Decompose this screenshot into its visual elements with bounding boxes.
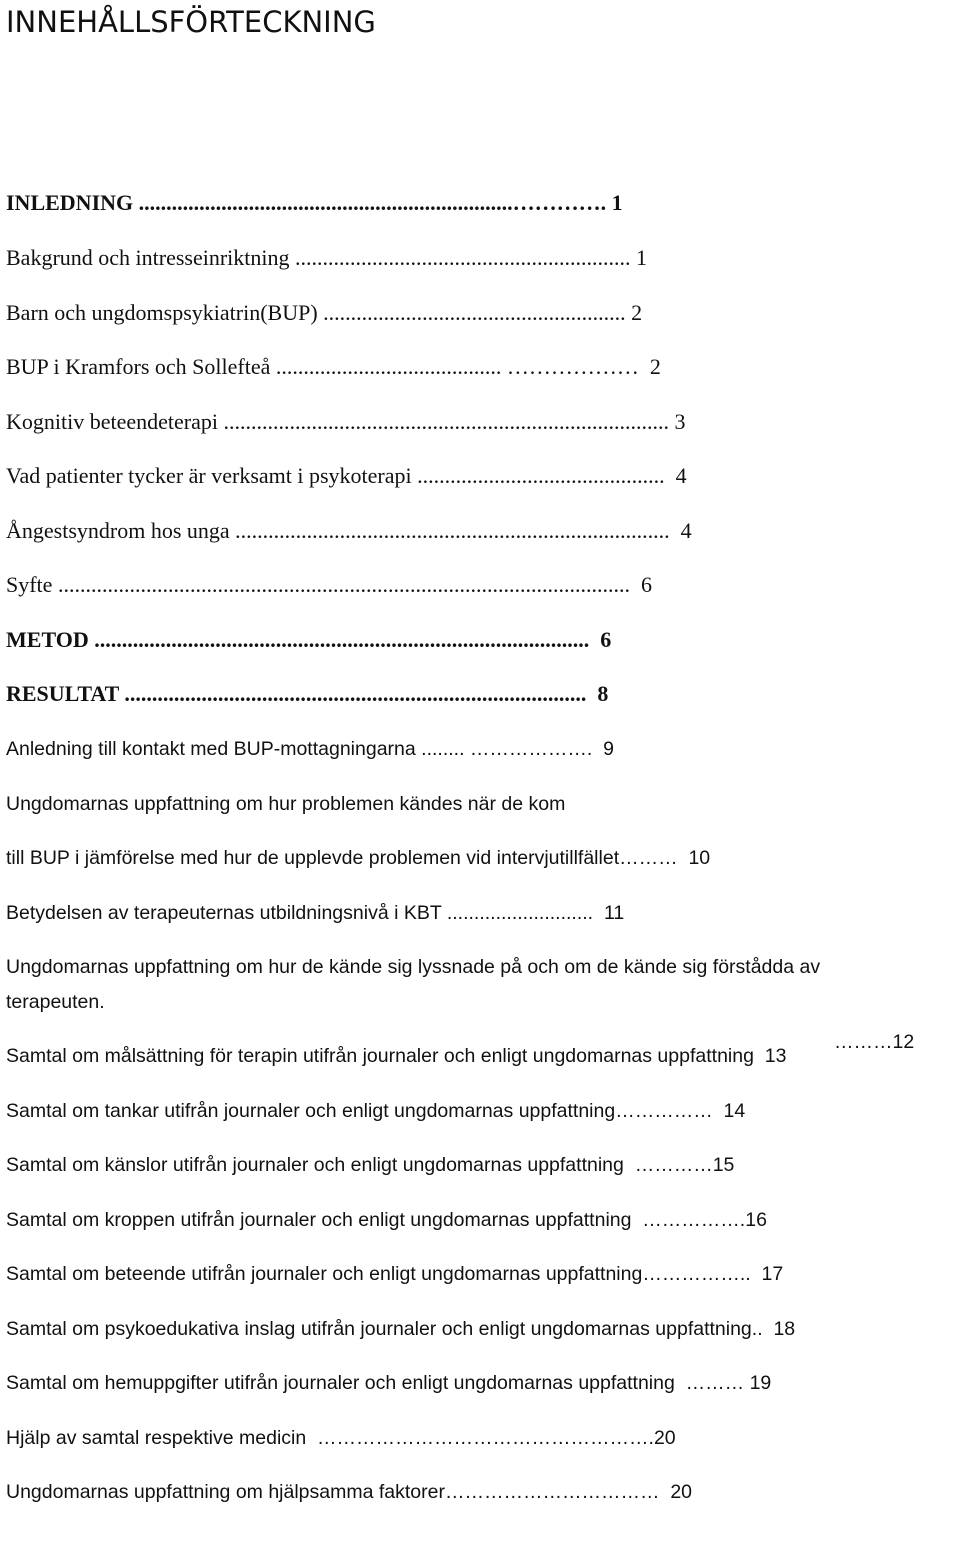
toc-entry: [0, 798, 960, 869]
toc-entry-text: terapeuten.: [6, 991, 105, 1013]
toc-entry: [0, 1378, 960, 1449]
toc-entry: [0, 853, 960, 924]
toc-entry: [0, 907, 960, 978]
toc-entry: [0, 1051, 960, 1122]
toc-entry: [0, 634, 960, 706]
toc-entry: [0, 1214, 960, 1285]
toc-entry: [0, 362, 960, 434]
toc-entry-text: BUP i Kramfors och Sollefteå ......................................... ……………… 2: [6, 354, 661, 379]
toc-entry-text: Ungdomarnas uppfattning om hjälpsamma faktorer…………………………… 20: [6, 1481, 693, 1503]
toc-entry-text: till BUP i jämförelse med hur de upplevde problemen vid intervjutillfället……… 10: [6, 847, 711, 869]
toc-entry: [0, 525, 960, 597]
toc-entry: [0, 1323, 960, 1394]
toc-entry-text: Bakgrund och intresseinriktning ............................................................. 1: [6, 245, 648, 270]
toc-entry: [0, 1269, 960, 1340]
toc-entry-text: RESULTAT .................................................................................... 8: [6, 681, 609, 706]
toc-entry-text: Samtal om hemuppgifter utifrån journaler och enligt ungdomarnas uppfattning ……… 19: [6, 1372, 772, 1394]
toc-entry: [0, 1160, 960, 1231]
toc-entry-text: Samtal om målsättning för terapin utifrån journaler och enligt ungdomarnas uppfattning 13: [6, 1045, 787, 1067]
toc-entry: [0, 1432, 960, 1503]
toc-entry-text: Syfte ........................................................................................................ 6: [6, 572, 652, 597]
toc-entry-page: ………12: [834, 1031, 915, 1053]
toc-entry-text: Vad patienter tycker är verksamt i psykoterapi ............................................. 4: [6, 463, 687, 488]
toc-entry-text: Ungdomarnas uppfattning om hur de kände sig lyssnade på och om de kände sig förstådda av: [6, 956, 821, 978]
toc-entry: [0, 198, 960, 270]
toc-entry-text: Betydelsen av terapeuternas utbildningsnivå i KBT ........................... 11: [6, 902, 625, 924]
toc-entry-text: Ångestsyndrom hos unga ............................................................................... 4: [6, 518, 692, 543]
toc-entry-text: Samtal om kroppen utifrån journaler och enligt ungdomarnas uppfattning …………….16: [6, 1209, 767, 1231]
toc-entry: [0, 580, 960, 652]
toc-entry-text: Ungdomarnas uppfattning om hur problemen kändes när de kom: [6, 793, 566, 815]
toc-entry: [0, 1105, 960, 1176]
toc-entry: [0, 307, 960, 379]
toc-entry-text: Samtal om psykoedukativa inslag utifrån journaler och enligt ungdomarnas uppfattning.. 18: [6, 1318, 796, 1340]
toc-entry-text: METOD .......................................................................................... 6: [6, 627, 612, 652]
toc-entry-text: Samtal om tankar utifrån journaler och enligt ungdomarnas uppfattning…………… 14: [6, 1100, 746, 1122]
toc-entry-text: INLEDNING ....................................................................…………. 1: [6, 190, 623, 215]
toc-entry: [0, 689, 960, 760]
toc-entry-text: Anledning till kontakt med BUP-mottagningarna ........ ………………. 9: [6, 738, 615, 760]
toc-entry-text: Kognitiv beteendeterapi ................................................................................. 3: [6, 409, 686, 434]
toc-entry: [0, 416, 960, 488]
toc-heading: INNEHÅLLSFÖRTECKNING: [6, 5, 376, 39]
toc-entry-text: Samtal om känslor utifrån journaler och enligt ungdomarnas uppfattning …………15: [6, 1154, 735, 1176]
toc-entry: [0, 744, 960, 815]
toc-entry-text: Samtal om beteende utifrån journaler och enligt ungdomarnas uppfattning…………….. 17: [6, 1263, 784, 1285]
toc-entry-text: Barn och ungdomspsykiatrin(BUP) ....................................................... 2: [6, 300, 643, 325]
toc-entry-text: Hjälp av samtal respektive medicin …………………………………………….20: [6, 1427, 676, 1449]
toc-entry: [0, 143, 960, 215]
toc-entry: [0, 471, 960, 543]
toc-entry: [0, 253, 960, 325]
toc-entry: [0, 942, 960, 1053]
